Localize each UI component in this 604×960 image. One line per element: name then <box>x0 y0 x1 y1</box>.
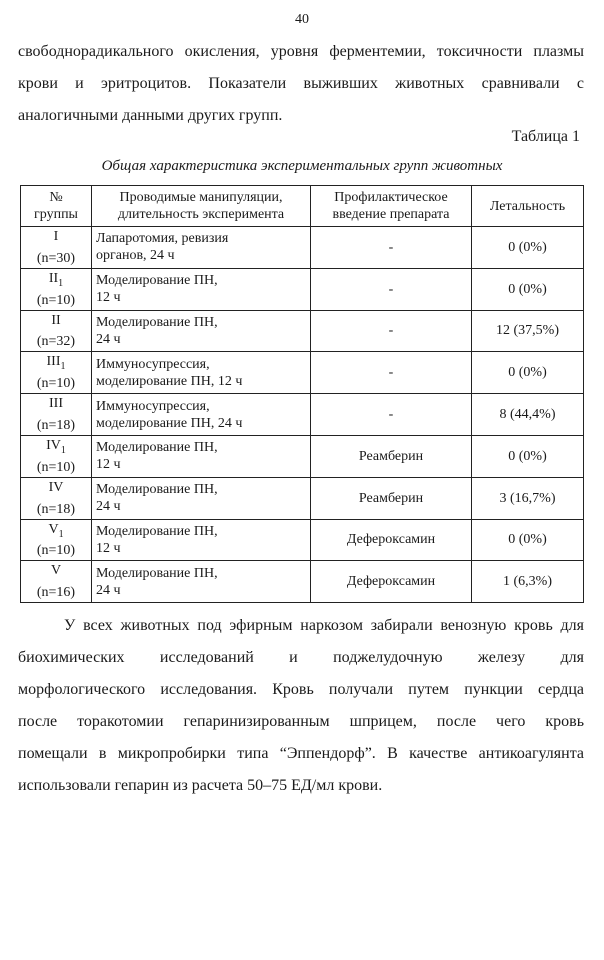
manipulation-cell <box>92 227 311 269</box>
drug-cell: - <box>311 227 472 269</box>
body-line: после торакотомии гепаринизированным шприцем, после чего кровь <box>18 713 584 730</box>
group-cell <box>21 227 92 269</box>
manipulation-line: Моделирование ПН, <box>96 523 218 539</box>
drug-cell: - <box>311 352 472 394</box>
manipulation-line: 12 ч <box>96 290 121 306</box>
header-group <box>21 186 92 227</box>
group-subscript: 1 <box>60 444 66 456</box>
body-line: использовали гепарин из расчета 50–75 ЕД/мл крови. <box>18 777 383 794</box>
intro-paragraph <box>18 36 584 132</box>
drug-cell: - <box>311 394 472 436</box>
group-size: (n=10) <box>36 543 76 559</box>
table-row <box>21 477 584 519</box>
manipulation-cell <box>92 561 311 603</box>
group-numeral: III <box>46 354 61 370</box>
header-group-line: № <box>49 190 63 205</box>
manipulation-line: 24 ч <box>96 582 121 598</box>
manipulation-line: моделирование ПН, 12 ч <box>96 373 243 389</box>
drug-cell: - <box>311 268 472 310</box>
body-line: помещали в микропробирки типа “Эппендорф”. В качестве антикоагулянта <box>18 745 584 762</box>
group-size: (n=32) <box>36 334 76 350</box>
group-cell <box>21 477 92 519</box>
lethality-cell: 0 (0%) <box>472 352 584 394</box>
drug-cell: Дефероксамин <box>311 519 472 561</box>
manipulation-line: Иммуносупрессия, <box>96 356 210 372</box>
group-size: (n=10) <box>36 292 76 308</box>
manipulation-cell <box>92 268 311 310</box>
group-size: (n=18) <box>36 501 76 517</box>
table-row <box>21 394 584 436</box>
group-cell <box>21 268 92 310</box>
lethality-cell: 0 (0%) <box>472 227 584 269</box>
manipulation-line: Лапаротомия, ревизия <box>96 231 229 247</box>
group-id <box>25 312 87 334</box>
manipulation-cell <box>92 519 311 561</box>
group-size: (n=30) <box>36 250 76 266</box>
group-id <box>25 562 87 584</box>
manipulation-line: Моделирование ПН, <box>96 273 218 289</box>
manipulation-line: моделирование ПН, 24 ч <box>96 415 243 431</box>
lethality-cell: 3 (16,7%) <box>472 477 584 519</box>
body-paragraph <box>18 610 584 802</box>
group-size: (n=10) <box>36 376 76 392</box>
group-cell <box>21 435 92 477</box>
group-id <box>25 395 87 417</box>
manipulation-line: Иммуносупрессия, <box>96 398 210 414</box>
header-group-line: группы <box>34 207 78 222</box>
group-numeral: II <box>48 270 59 286</box>
table-caption: Общая характеристика экспериментальных групп животных <box>101 158 503 174</box>
manipulation-cell <box>92 352 311 394</box>
drug-cell: Реамберин <box>311 477 472 519</box>
table-label: Таблица 1 <box>511 128 580 145</box>
lethality-cell: 1 (6,3%) <box>472 561 584 603</box>
page-number: 40 <box>295 12 309 27</box>
group-id <box>25 437 87 459</box>
header-lethality: Летальность <box>472 186 584 227</box>
group-cell <box>21 394 92 436</box>
group-id <box>25 228 87 250</box>
group-numeral: V <box>48 521 59 537</box>
manipulation-line: Моделирование ПН, <box>96 482 218 498</box>
lethality-cell: 0 (0%) <box>472 268 584 310</box>
manipulation-line: 12 ч <box>96 457 121 473</box>
table-row <box>21 227 584 269</box>
table-row <box>21 352 584 394</box>
header-drug-line: введение препарата <box>332 207 450 222</box>
lethality-cell: 12 (37,5%) <box>472 310 584 352</box>
header-drug <box>311 186 472 227</box>
group-cell <box>21 519 92 561</box>
header-manipulations <box>92 186 311 227</box>
table-row <box>21 561 584 603</box>
manipulation-line: Моделирование ПН, <box>96 314 218 330</box>
group-cell <box>21 352 92 394</box>
manipulation-line: 24 ч <box>96 499 121 515</box>
group-numeral: V <box>50 563 62 579</box>
header-manipulations-line: длительность эксперимента <box>117 207 285 222</box>
manipulation-line: 12 ч <box>96 540 121 556</box>
group-size: (n=16) <box>36 585 76 601</box>
group-cell <box>21 561 92 603</box>
intro-line: крови и эритроцитов. Показатели выживших животных сравнивали с <box>18 75 584 92</box>
drug-cell: Дефероксамин <box>311 561 472 603</box>
body-line: У всех животных под эфирным наркозом забирали венозную кровь для <box>64 617 584 634</box>
group-numeral: III <box>49 396 63 412</box>
header-manipulations-line: Проводимые манипуляции, <box>119 190 283 205</box>
manipulation-cell <box>92 435 311 477</box>
manipulation-cell <box>92 310 311 352</box>
manipulation-cell <box>92 477 311 519</box>
group-size: (n=18) <box>36 417 76 433</box>
drug-cell: Реамберин <box>311 435 472 477</box>
manipulation-line: 24 ч <box>96 331 121 347</box>
group-id <box>25 270 87 292</box>
group-numeral: I <box>53 229 59 244</box>
group-numeral: IV <box>46 437 61 453</box>
group-cell <box>21 310 92 352</box>
table-header-row <box>21 186 584 227</box>
group-subscript: 1 <box>58 277 64 289</box>
table-row <box>21 310 584 352</box>
group-id <box>25 521 87 543</box>
manipulation-line: Моделирование ПН, <box>96 565 218 581</box>
lethality-cell: 8 (44,4%) <box>472 394 584 436</box>
table-row <box>21 268 584 310</box>
table-row <box>21 519 584 561</box>
body-line: морфологического исследования. Кровь получали путем пункции сердца <box>18 681 584 698</box>
lethality-cell: 0 (0%) <box>472 435 584 477</box>
group-size: (n=10) <box>36 459 76 475</box>
lethality-cell: 0 (0%) <box>472 519 584 561</box>
group-id <box>25 479 87 501</box>
manipulation-line: органов, 24 ч <box>96 248 175 264</box>
group-id <box>25 353 87 375</box>
experimental-groups-table <box>20 185 584 603</box>
drug-cell: - <box>311 310 472 352</box>
intro-line: свободнорадикального окисления, уровня ферментемии, токсичности плазмы <box>18 43 584 60</box>
manipulation-cell <box>92 394 311 436</box>
body-line: биохимических исследований и поджелудочную железу для <box>18 649 584 666</box>
group-numeral: IV <box>48 479 64 495</box>
table-row <box>21 435 584 477</box>
intro-line: аналогичными данными других групп. <box>18 107 283 124</box>
header-drug-line: Профилактическое <box>334 190 448 205</box>
group-subscript: 1 <box>58 528 64 540</box>
manipulation-line: Моделирование ПН, <box>96 440 218 456</box>
group-subscript: 1 <box>60 361 66 373</box>
group-numeral: II <box>51 312 61 328</box>
